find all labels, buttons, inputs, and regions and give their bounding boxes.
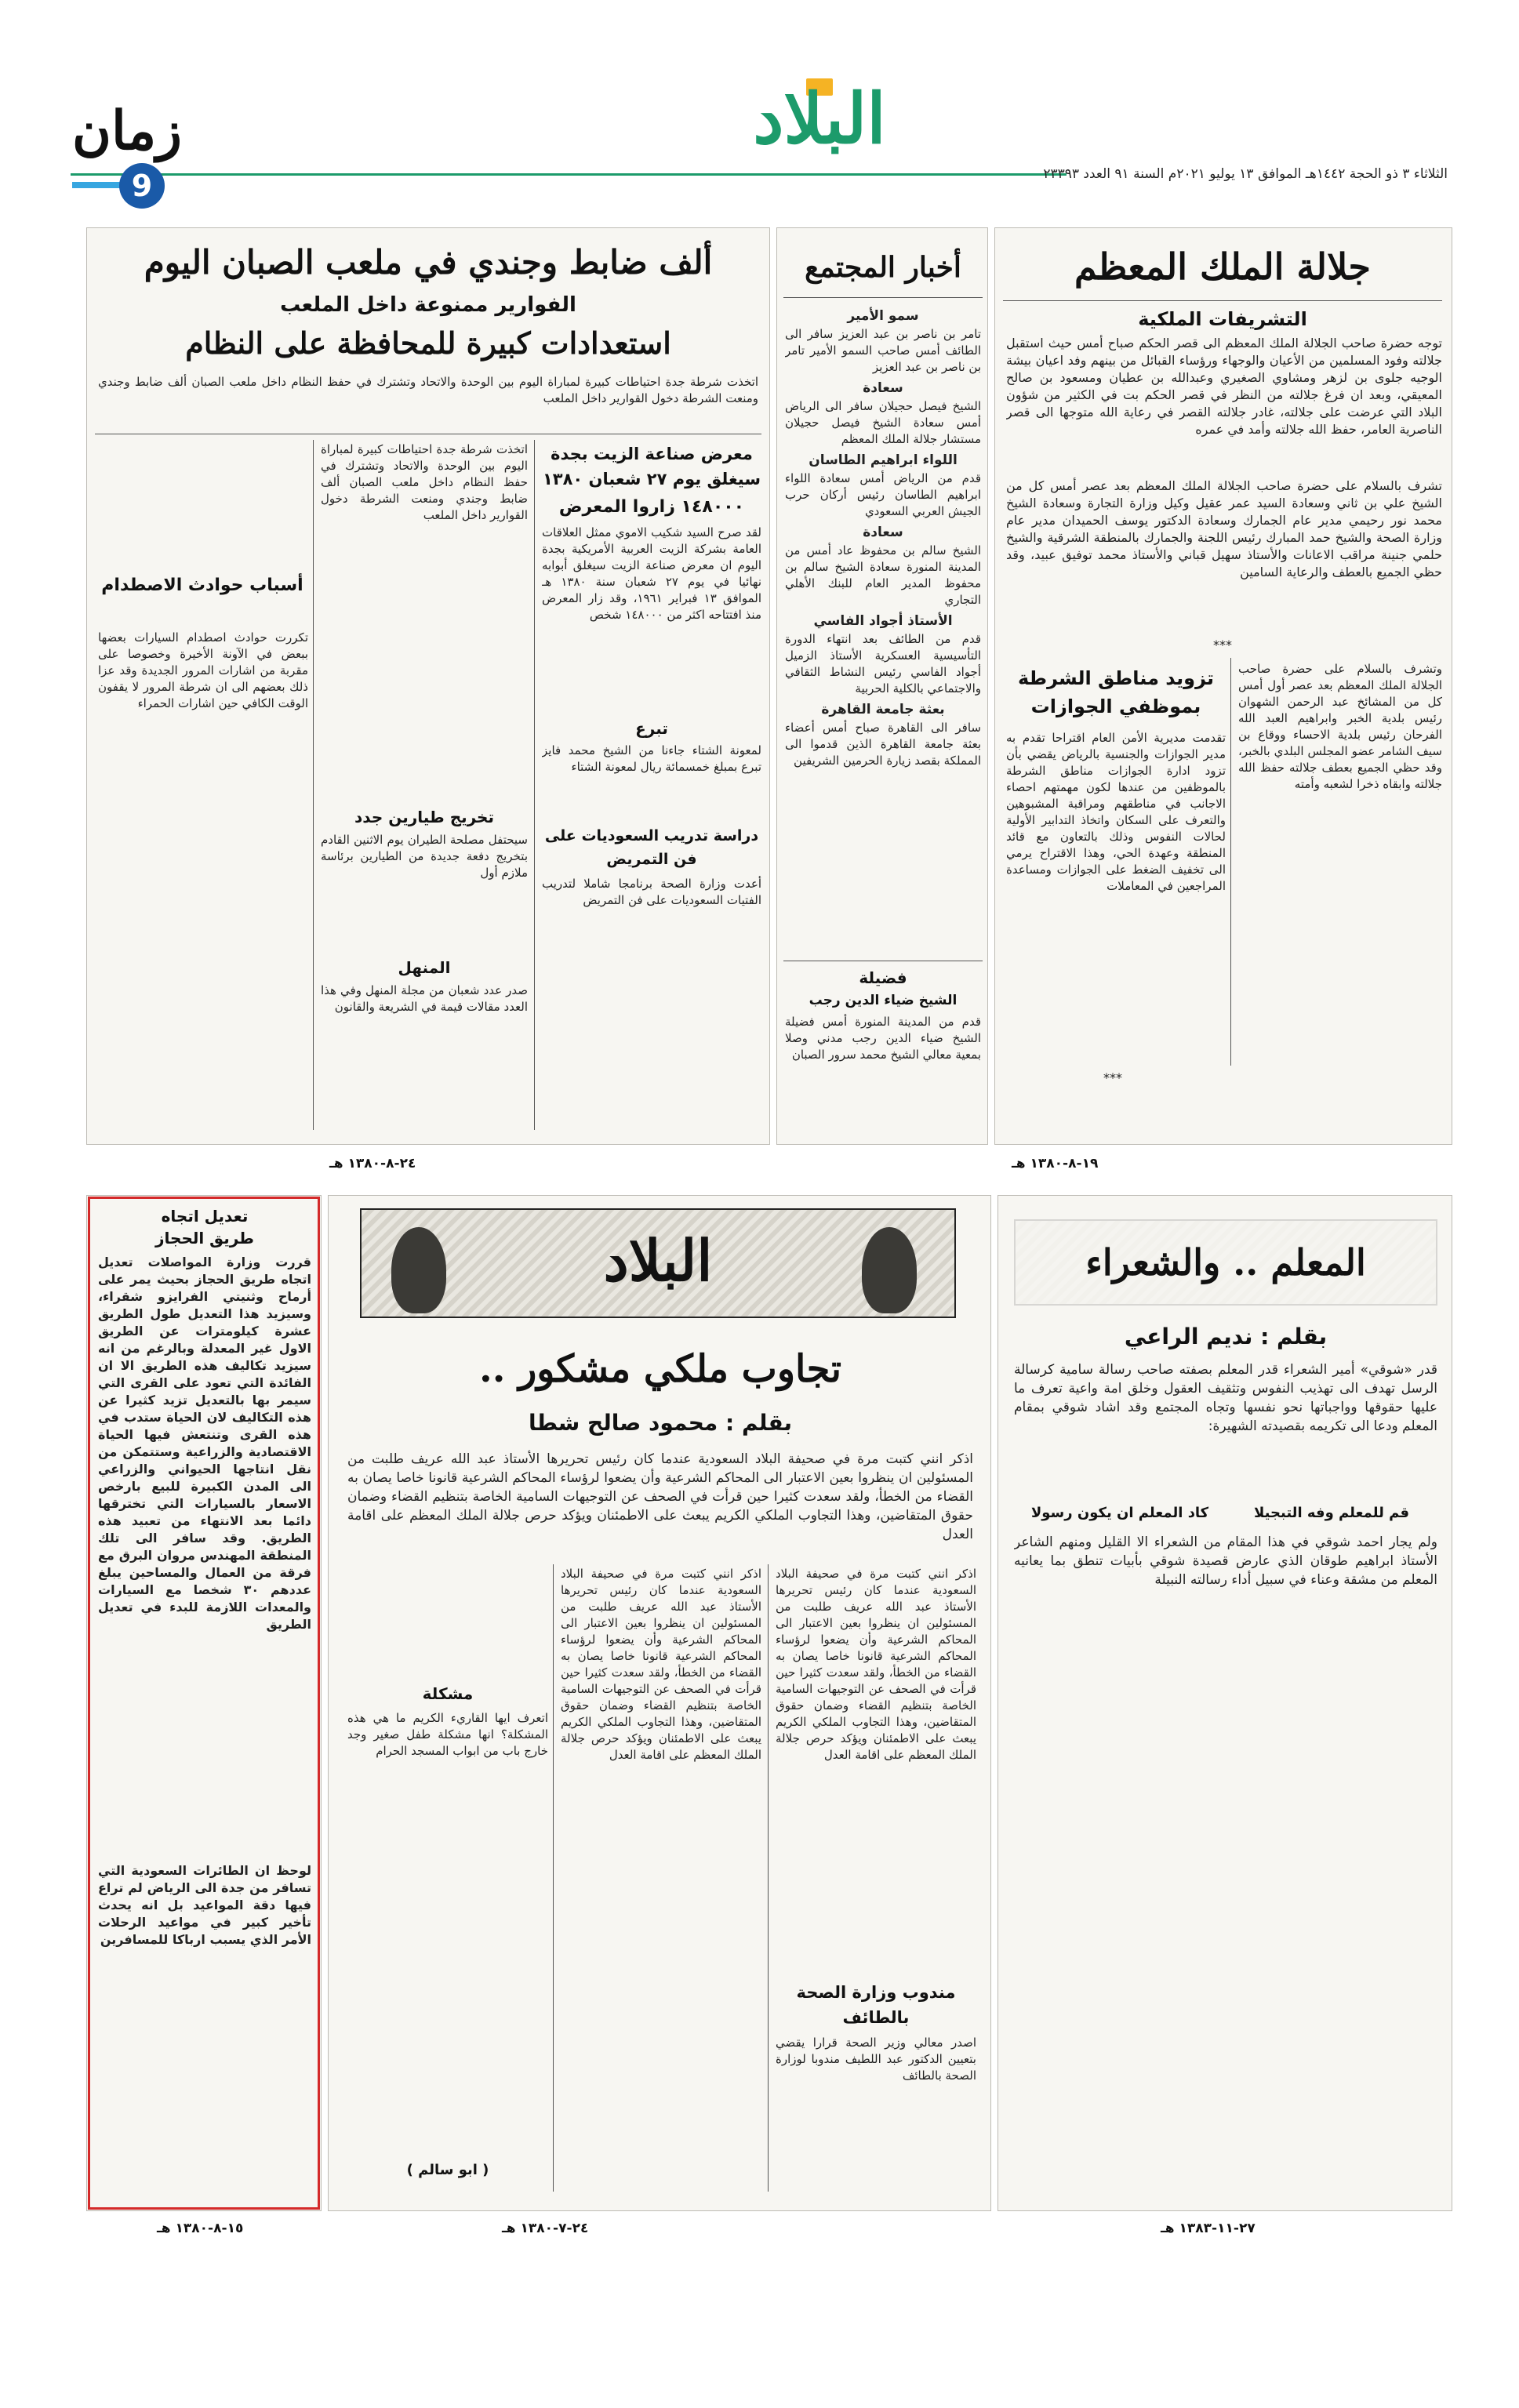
clipping-date: ٢٤-٨-١٣٨٠ هـ [329, 1156, 416, 1171]
author-signature: ( ابو سالم ) [406, 2162, 489, 2178]
column-divider [768, 1564, 769, 2192]
clipping-headline: ألف ضابط وجندي في ملعب الصبان اليوم [144, 243, 713, 281]
section-subheading: الشيخ ضياء الدين رجب [809, 993, 958, 1008]
article-body: لمعونة الشتاء جاءنا من الشيخ محمد فايز تبرع بمبلغ خمسمائة ريال لمعونة الشتاء [542, 743, 761, 774]
article-body: سيحتفل مصلحة الطيران يوم الاثنين القادم بتخريج دفعة جديدة من الطيارين برئاسة ملازم أول [321, 833, 528, 880]
section-heading: أسباب حوادث الاصطدام [101, 576, 303, 595]
clipping-king-news [994, 227, 1452, 1145]
article-body: اذكر انني كتبت مرة في صحيفة البلاد السعودية عندما كان رئيس تحريرها الأستاذ عبد الله عريف طلبت من المسئولين ان ينظروا بعين الاعتبار الى المحاكم الشرعية وأن يضعوا لرؤساء المحاكم الشرعية قانونا خاصا يصان به القضاء من الخطأ، ولقد سعدت كثيرا حين قرأت في الصحف عن التوجيهات السامية الخاصة بتنظيم القضاء وضمان حقوق المتقاضين، وهذا التجاوب الملكي الكريم يبعث على الاطمئنان ويؤكد حرص جلالة الملك المعظم على اقامة العدل [561, 1567, 761, 1762]
clipping-date: ١٩-٨-١٣٨٠ هـ [1012, 1156, 1099, 1171]
article-body: وتشرف بالسلام على حضرة صاحب الجلالة الملك المعظم بعد عصر أول أمس كل من المشائخ عبد الرحمن الشهوان رئيس بلدية الخبر وابراهيم العبد الله الفرحان رئيس بلدية الاحساء ووقاع بن سيف الشامر عضو المجلس البلدي بالخبر، وقد حظي الجميع بعطف جلالته حفظ الله جلالته وابقاه ذخرا لشعبه وأمته [1238, 662, 1442, 791]
banner-title: البلاد [603, 1227, 713, 1294]
article-body: قررت وزارة المواصلات تعديل اتجاه طريق الحجاز بحيث يمر على أرماح وثنيتي الفرايزو شقراء، وسيزيد هذا التعديل طول الطريق عشرة كيلومترات عن الطريق الاول غير المعدلة وبالرغم من انه سيزيد تكاليف هذه الطريق الا ان الفائدة التي تعود على القرى التي سيمر بها بالتعديل تزيد كثيرا عن هذه التكاليف لان الحياة ستدب في هذه القرى وتنتعش فيها الحياة الاقتصادية والزراعية وستتمكن من نقل انتاجها الحيواني والزراعي الى المدن الكبيرة للبيع بارخص الاسعار بالسيارات التي تخترقها دائما بعد الانتهاء من تعبيد هذه الطريق. وقد سافر الى تلك المنطقة المهندس مروان البرق مع فرقة من العمال والمساحين يبلغ عددهم ٣٠ شخصا مع السيارات والمعدات اللازمة للبدء في تعديل الطريق [98, 1255, 311, 1632]
clipping-stadium-news [86, 227, 770, 1145]
article-body: تشرف بالسلام على حضرة صاحب الجلالة الملك المعظم بعد عصر أمس كل من الشيخ علي بن ثاني وسعادة السيد عمر عقيل وكيل وزارة التجارة وسعادة الشيخ محمد نور رحيمي مدير عام الجمارك وسعادة الدكتور يوسف الحميدان مدير عام وزارة الصحة والشيخ حمد المبارك رئيس اللجنة والجمارك بالمنطقة الشرقية والشيخ حلمي جنينة مراقب الاعانات والأستاذ سهيل قباني والأستاذ محمد توفيق عبيد، وقد حظي الجميع بالعطف والرعاية السامين [1006, 478, 1442, 579]
byline: بقلم : محمود صالح شطا [528, 1410, 793, 1436]
item-title: اللواء ابراهيم الطاسان [809, 452, 958, 468]
poem-verse: كاد المعلم ان يكون رسولا [1030, 1505, 1209, 1521]
item-text: الشيخ فيصل حجيلان سافر الى الرياض أمس سعادة الشيخ فيصل حجيلان مستشار جلالة الملك المعظم [785, 399, 981, 446]
column-divider [534, 440, 535, 1130]
article-body: صدر عدد شعبان من مجلة المنهل وفي هذا العدد مقالات قيمة في الشريعة والقانون [321, 983, 528, 1014]
article-intro: اتخذت شرطة جدة احتياطات كبيرة لمباراة اليوم بين الوحدة والاتحاد وتشترك في حفظ النظام داخل ملعب الصبان ألف ضابط وجندي ومنعت الشرطة دخول القوارير داخل الملعب [98, 375, 758, 405]
article-body: اتخذت شرطة جدة احتياطات كبيرة لمباراة اليوم بين الوحدة والاتحاد وتشترك في حفظ النظام داخل ملعب الصبان ألف ضابط وجندي ومنعت الشرطة دخول القوارير داخل الملعب [321, 442, 528, 522]
clipping-date: ٢٤-٧-١٣٨٠ هـ [502, 2221, 589, 2236]
section-heading: دراسة تدريب السعوديات على فن التمريض [544, 827, 759, 868]
clipping-headline: تعديل اتجاه [161, 1207, 249, 1226]
section-heading: مندوب وزارة الصحة بالطائف [796, 1983, 956, 2027]
article-body: توجه حضرة صاحب الجلالة الملك المعظم الى قصر الحكم صباح أمس حيث استقبل جلالته وفود المسلمين من الأعيان والوجهاء ورؤساء القبائل من بينهم وفد اعيان بيشة الوجيه جلوى بن لزهر ومشاوي الصغيري وعبدالله بن عطيان ومسعود بن صالح المعيقي، وبعد ان فرغ جلالته من النظر في قصر الحكم بت في الكثير من شؤون البلاد التي عرضت على جلالته، غادر جلالته القصر في رعاية الله متوجها الى قصر الناصرية العامر، حفظ الله جلالته وأمد في عمره [1006, 336, 1442, 437]
column-divider [1230, 658, 1231, 1066]
clipping-teacher-poets [998, 1195, 1452, 2211]
item-text: قدم من الرياض أمس سعادة اللواء ابراهيم الطاسان رئيس أركان حرب الجيش العربي السعودي [785, 471, 981, 518]
article-body: اصدر معالي وزير الصحة قرارا يقضي بتعيين الدكتور عبد اللطيف مندوبا لوزارة الصحة بالطائف [776, 2036, 976, 2083]
article-body: اذكر انني كتبت مرة في صحيفة البلاد السعودية عندما كان رئيس تحريرها الأستاذ عبد الله عريف طلبت من المسئولين ان ينظروا بعين الاعتبار الى المحاكم الشرعية وأن يضعوا لرؤساء المحاكم الشرعية قانونا خاصا يصان به القضاء من الخطأ، ولقد سعدت كثيرا حين قرأت في الصحف عن التوجيهات السامية الخاصة بتنظيم القضاء وضمان حقوق المتقاضين، وهذا التجاوب الملكي الكريم يبعث على الاطمئنان ويؤكد حرص جلالة الملك المعظم على اقامة العدل [347, 1451, 973, 1542]
highlight-frame [88, 1197, 320, 2210]
article-body: اتعرف ايها القاريء الكريم ما هي هذه المشكلة؟ انها مشكلة طفل صغير وجد خارج باب من ابواب المسجد الحرام [347, 1711, 548, 1758]
column-divider [553, 1564, 554, 2192]
article-body: تقدمت مديرية الأمن العام اقتراحا تقدم به مدير الجوازات والجنسية بالرياض يقضي بأن تزود ادارة الجوازات مناطق الشرطة بالموظفين من عندها لكون مهمتهم احصاء الاجانب في مناطقهم ومراقبة المشبوهين والتعرف على السكان واتخاذ التدابير الأولية لحالات النفوس وذلك بالتعاون مع قائد المنطقة وعهدة الحي، وهذا الاقتراح يرمي الى تخفيف الضغط على الجوازات ومساعدة المراجعين في المعاملات [1006, 731, 1226, 893]
section-heading: فضيلة [859, 968, 907, 987]
logo-text: البلاد [753, 78, 886, 159]
clipping-subheadline: الفوارير ممنوعة داخل الملعب [280, 293, 576, 317]
poem-verse: قم للمعلم وفه التبجيلا [1254, 1505, 1409, 1521]
page-number-badge: 9 [119, 163, 165, 209]
column-divider [313, 440, 314, 1130]
dateline: الثلاثاء ٣ ذو الحجة ١٤٤٢هـ الموافق ١٣ يوليو ٢٠٢١م السنة ٩١ العدد ٢٣٣٩٣ [1067, 164, 1451, 184]
article-body: أعدت وزارة الصحة برنامجا شاملا لتدريب الفتيات السعوديات على فن التمريض [542, 877, 761, 907]
figure-illustration [862, 1227, 917, 1313]
article-body: ولم يجار احمد شوقي في هذا المقام من الشعراء الا القليل ومنهم الشاعر الأستاذ ابراهيم طوقان الذي عارض قصيدة شوقي بأبيات تنطق بما يعانيه المعلم من مشقة وعناء في سبيل أداء رسالته النبيلة [1014, 1535, 1437, 1588]
item-text: الشيخ سالم بن محفوظ عاد أمس من المدينة المنورة سعادة الشيخ سالم بن محفوظ المدير العام للبنك الأهلي التجاري [785, 543, 981, 607]
item-text: سافر الى القاهرة صباح أمس أعضاء بعثة جامعة القاهرة الذين قدموا الى المملكة بقصد زيارة الحرمين الشريفين [785, 721, 981, 768]
newspaper-logo [745, 75, 894, 162]
clipping-subheadline: طريق الحجاز [155, 1229, 254, 1248]
clipping-headline: المعلم .. والشعراء [1014, 1219, 1437, 1306]
section-heading: تبرع [635, 719, 668, 738]
item-title: الأستاذ أجواد الفاسي [813, 613, 953, 629]
section-heading: تخريج طيارين جدد [354, 808, 494, 826]
item-title: بعثة جامعة القاهرة [821, 702, 945, 717]
clipping-headline: أخبار المجتمع [805, 251, 961, 284]
article-body: لوحظ ان الطائرات السعودية التي تسافر من جدة الى الرياض لم تراع فيها دقة المواعيد بل انه يحدث تأخير كبير في مواعيد الرحلات الأمر الذي يسبب ارباكا للمسافرين [98, 1863, 311, 1947]
figure-illustration [391, 1227, 446, 1313]
clipping-headline-secondary: استعدادات كبيرة للمحافظة على النظام [185, 325, 671, 361]
byline: بقلم : نديم الراعي [1124, 1324, 1328, 1349]
section-heading: تزويد مناطق الشرطة بموظفي الجوازات [1017, 667, 1215, 717]
clipping-headline: جلالة الملك المعظم [1074, 245, 1371, 288]
section-heading: مشكلة [422, 1684, 474, 1703]
clipping-royal-response [328, 1195, 991, 2211]
section-heading: التشريفات الملكية [1138, 308, 1307, 330]
item-title: سعادة [863, 380, 903, 396]
item-text: تامر بن ناصر بن عبد العزيز سافر الى الطائف أمس صاحب السمو الأمير تامر بن ناصر بن عبد العزيز [785, 327, 981, 374]
divider [1003, 300, 1442, 301]
clipping-date: ١٥-٨-١٣٨٠ هـ [157, 2221, 244, 2236]
clipping-headline: تجاوب ملكي مشكور .. [478, 1347, 842, 1391]
clipping-date: ٢٧-١١-١٣٨٣ هـ [1161, 2221, 1256, 2236]
society-items-list [785, 303, 981, 954]
section-heading: المنهل [398, 958, 451, 977]
item-title: سعادة [863, 525, 903, 540]
item-title: سمو الأمير [847, 308, 919, 324]
item-text: قدم من الطائف بعد انتهاء الدورة التأسيسية العسكرية الأستاذ الزميل أجواد الفاسي رئيس النشاط الثقافي والاجتماعي بالكلية الحربية [785, 632, 981, 696]
article-body: اذكر انني كتبت مرة في صحيفة البلاد السعودية عندما كان رئيس تحريرها الأستاذ عبد الله عريف طلبت من المسئولين ان ينظروا بعين الاعتبار الى المحاكم الشرعية وأن يضعوا لرؤساء المحاكم الشرعية قانونا خاصا يصان به القضاء من الخطأ، ولقد سعدت كثيرا حين قرأت في الصحف عن التوجيهات السامية الخاصة بتنظيم القضاء وضمان حقوق المتقاضين، وهذا التجاوب الملكي الكريم يبعث على الاطمئنان ويؤكد حرص جلالة الملك المعظم على اقامة العدل [776, 1567, 976, 1762]
article-body: قدر «شوقي» أمير الشعراء قدر المعلم بصفته صاحب رسالة سامية كرسالة الرسل تهدف الى تهذيب النفوس وتثقيف العقول وخلق امة واعية تعرف ما عليها حقوقها وواجباتها نحو نفسها وتجاه المجتمع وقد اشاد شوقي بمقام المعلم ودعا الى تكريمه بقصيدته الشهيرة: [1014, 1362, 1437, 1434]
divider [783, 297, 983, 298]
article-body: قدم من المدينة المنورة أمس فضيلة الشيخ ضياء الدين رجب مدني وصلا بمعية معالي الشيخ محمد سرور الصبان [785, 1015, 981, 1062]
article-body: لقد صرح السيد شكيب الاموي ممثل العلاقات العامة بشركة الزيت العربية الأمريكية بجدة اليوم ان معرض صناعة الزيت سيغلق أبوابه نهائيا في يوم ٢٧ شعبان سنة ١٣٨٠ هـ الموافق ١٣ فبراير ١٩٦١، وقد زار المعرض منذ افتتاحه اكثر من ١٤٨٠٠٠ شخص [542, 525, 761, 622]
article-body: تكررت حوادث اصطدام السيارات بعضها ببعض في الآونة الأخيرة وخصوصا على مقربة من اشارات المرور الجديدة وقد عزا ذلك بعضهم الى ان شرطة المرور لا يقفون الوقت الكافي حين اشارات الحمراء [98, 630, 308, 710]
section-heading: معرض صناعة الزيت بجدة سيغلق يوم ٢٧ شعبان ١٣٨٠ [542, 445, 761, 489]
section-stars: *** [1103, 1070, 1122, 1085]
section-stars: *** [1213, 637, 1232, 652]
section-subheading: ١٤٨٠٠٠ زاروا المعرض [558, 497, 745, 517]
clipping-society-news [776, 227, 988, 1145]
section-title: زمان [72, 100, 182, 162]
